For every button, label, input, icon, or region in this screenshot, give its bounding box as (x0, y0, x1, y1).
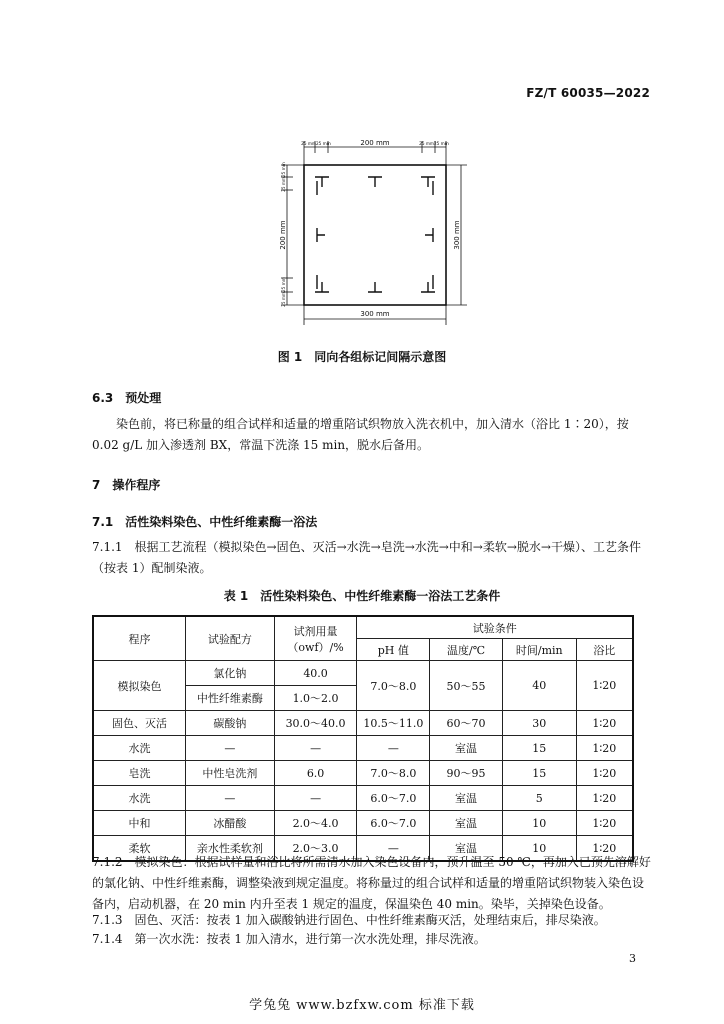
standard-number: FZ/T 60035—2022 (526, 86, 650, 100)
cell-dosage: — (274, 736, 357, 761)
cell-ratio: 1∶20 (576, 711, 633, 736)
cell-time: 5 (502, 786, 576, 811)
cell-ratio: 1∶20 (576, 836, 633, 862)
cell-ph: 7.0～8.0 (357, 661, 430, 711)
cell-time: 30 (502, 711, 576, 736)
label-top-mid: 200 mm (360, 139, 390, 147)
cell-temp: 室温 (430, 811, 503, 836)
cell-formula: — (186, 736, 275, 761)
table-row (93, 736, 633, 761)
header-procedure: 程序 (93, 616, 186, 661)
header-dosage: 试剂用量（owf）/% (274, 616, 357, 661)
cell-ph: 6.0～7.0 (357, 786, 430, 811)
cell-formula: 亲水性柔软剂 (186, 836, 275, 862)
header-ratio: 浴比 (576, 639, 633, 661)
cell-formula: — (186, 786, 275, 811)
cell-procedure: 模拟染色 (93, 661, 186, 711)
cell-time: 10 (502, 811, 576, 836)
table-row (93, 786, 633, 811)
footer-watermark: 学兔兔 www.bzfxw.com 标准下载 (249, 998, 475, 1013)
section-7-1-title: 7.1 活性染料染色、中性纤维素酶一浴法 (92, 515, 318, 529)
cell-dosage: 6.0 (274, 761, 357, 786)
cell-temp: 室温 (430, 836, 503, 862)
label-bottom: 300 mm (360, 310, 390, 318)
table-row (93, 711, 633, 736)
cell-ratio: 1∶20 (576, 811, 633, 836)
table-caption: 表 1 活性染料染色、中性纤维素酶一浴法工艺条件 (223, 589, 501, 603)
cell-time: 40 (502, 661, 576, 711)
cell-time: 10 (502, 836, 576, 862)
section-7-1-4-text: 7.1.4 第一次水洗：按表 1 加入清水，进行第一次水洗处理，排尽洗液。 (92, 932, 486, 946)
label-left-top: 25 mm25 mm (281, 162, 286, 192)
page-number: 3 (629, 952, 636, 965)
cell-procedure: 柔软 (93, 836, 186, 862)
cell-formula: 碳酸钠 (186, 711, 275, 736)
table-row (93, 761, 633, 786)
label-top-left: 25 mm25 mm (301, 141, 331, 146)
cell-procedure: 中和 (93, 811, 186, 836)
cell-procedure: 水洗 (93, 786, 186, 811)
header-temp: 温度/℃ (430, 639, 503, 661)
cell-temp: 室温 (430, 786, 503, 811)
table-row (93, 811, 633, 836)
section-7-1-3-text: 7.1.3 固色、灭活：按表 1 加入碳酸钠进行固色、中性纤维素酶灭活，处理结束后，排尽染液。 (92, 913, 606, 927)
cell-formula: 中性纤维素酶 (186, 686, 275, 711)
cell-ph: 7.0～8.0 (357, 761, 430, 786)
cell-dosage: — (274, 786, 357, 811)
cell-temp: 室温 (430, 736, 503, 761)
process-table (92, 615, 634, 862)
section-6-3-title: 6.3 预处理 (92, 391, 162, 405)
cell-temp: 50～55 (430, 661, 503, 711)
cell-time: 15 (502, 761, 576, 786)
section-7-title: 7 操作程序 (92, 478, 161, 492)
cell-dosage: 30.0～40.0 (274, 711, 357, 736)
cell-procedure: 皂洗 (93, 761, 186, 786)
cell-ratio: 1∶20 (576, 786, 633, 811)
cell-ph: — (357, 736, 430, 761)
cell-formula: 冰醋酸 (186, 811, 275, 836)
cell-temp: 90～95 (430, 761, 503, 786)
cell-ph: 10.5～11.0 (357, 711, 430, 736)
cell-ratio: 1∶20 (576, 661, 633, 711)
label-left-mid: 200 mm (279, 220, 287, 250)
section-7-1-2-text: 7.1.2 模拟染色：根据试样量和浴比将所需清水加入染色设备内，预升温至 50 ℃，再加入已预先溶解好的氯化钠、中性纤维素酶，调整染液到规定温度。将称量过的组合试样和适量的增重陪试织物装入染色设备内，启动机器，在 20 min 内升至表 1 规定的温度，保温染色 40 min。染毕，关掉染色设备。 (92, 855, 651, 911)
marker-group (315, 177, 435, 292)
cell-ph: 6.0～7.0 (357, 811, 430, 836)
cell-time: 15 (502, 736, 576, 761)
cell-procedure: 水洗 (93, 736, 186, 761)
header-formula: 试验配方 (186, 616, 275, 661)
cell-formula: 中性皂洗剂 (186, 761, 275, 786)
cell-dosage: 2.0～3.0 (274, 836, 357, 862)
cell-dosage: 1.0～2.0 (274, 686, 357, 711)
cell-ratio: 1∶20 (576, 761, 633, 786)
cell-temp: 60～70 (430, 711, 503, 736)
header-conditions: 试验条件 (357, 616, 633, 639)
figure-caption: 图 1 同向各组标记间隔示意图 (277, 350, 447, 364)
cell-procedure: 固色、灭活 (93, 711, 186, 736)
cell-ratio: 1∶20 (576, 736, 633, 761)
cell-ph: — (357, 836, 430, 862)
section-6-3-text: 染色前，将已称量的组合试样和适量的增重陪试织物放入洗衣机中，加入清水（浴比 1∶20），按 0.02 g/L 加入渗透剂 BX，常温下洗涤 15 min，脱水后备用。 (92, 417, 629, 452)
cell-formula: 氯化钠 (186, 661, 275, 686)
section-7-1-1-text: 7.1.1 根据工艺流程（模拟染色→固色、灭活→水洗→皂洗→水洗→中和→柔软→脱水→干燥）、工艺条件（按表 1）配制染液。 (92, 540, 641, 575)
table-row (93, 661, 633, 686)
label-top-right: 25 mm25 mm (419, 141, 449, 146)
cell-dosage: 2.0～4.0 (274, 811, 357, 836)
label-left-bottom: 25 mm25 mm (281, 277, 286, 307)
header-ph: pH 值 (357, 639, 430, 661)
label-right: 300 mm (453, 220, 461, 250)
cell-dosage: 40.0 (274, 661, 357, 686)
marker-spacing-diagram (275, 135, 475, 325)
header-time: 时间/min (502, 639, 576, 661)
